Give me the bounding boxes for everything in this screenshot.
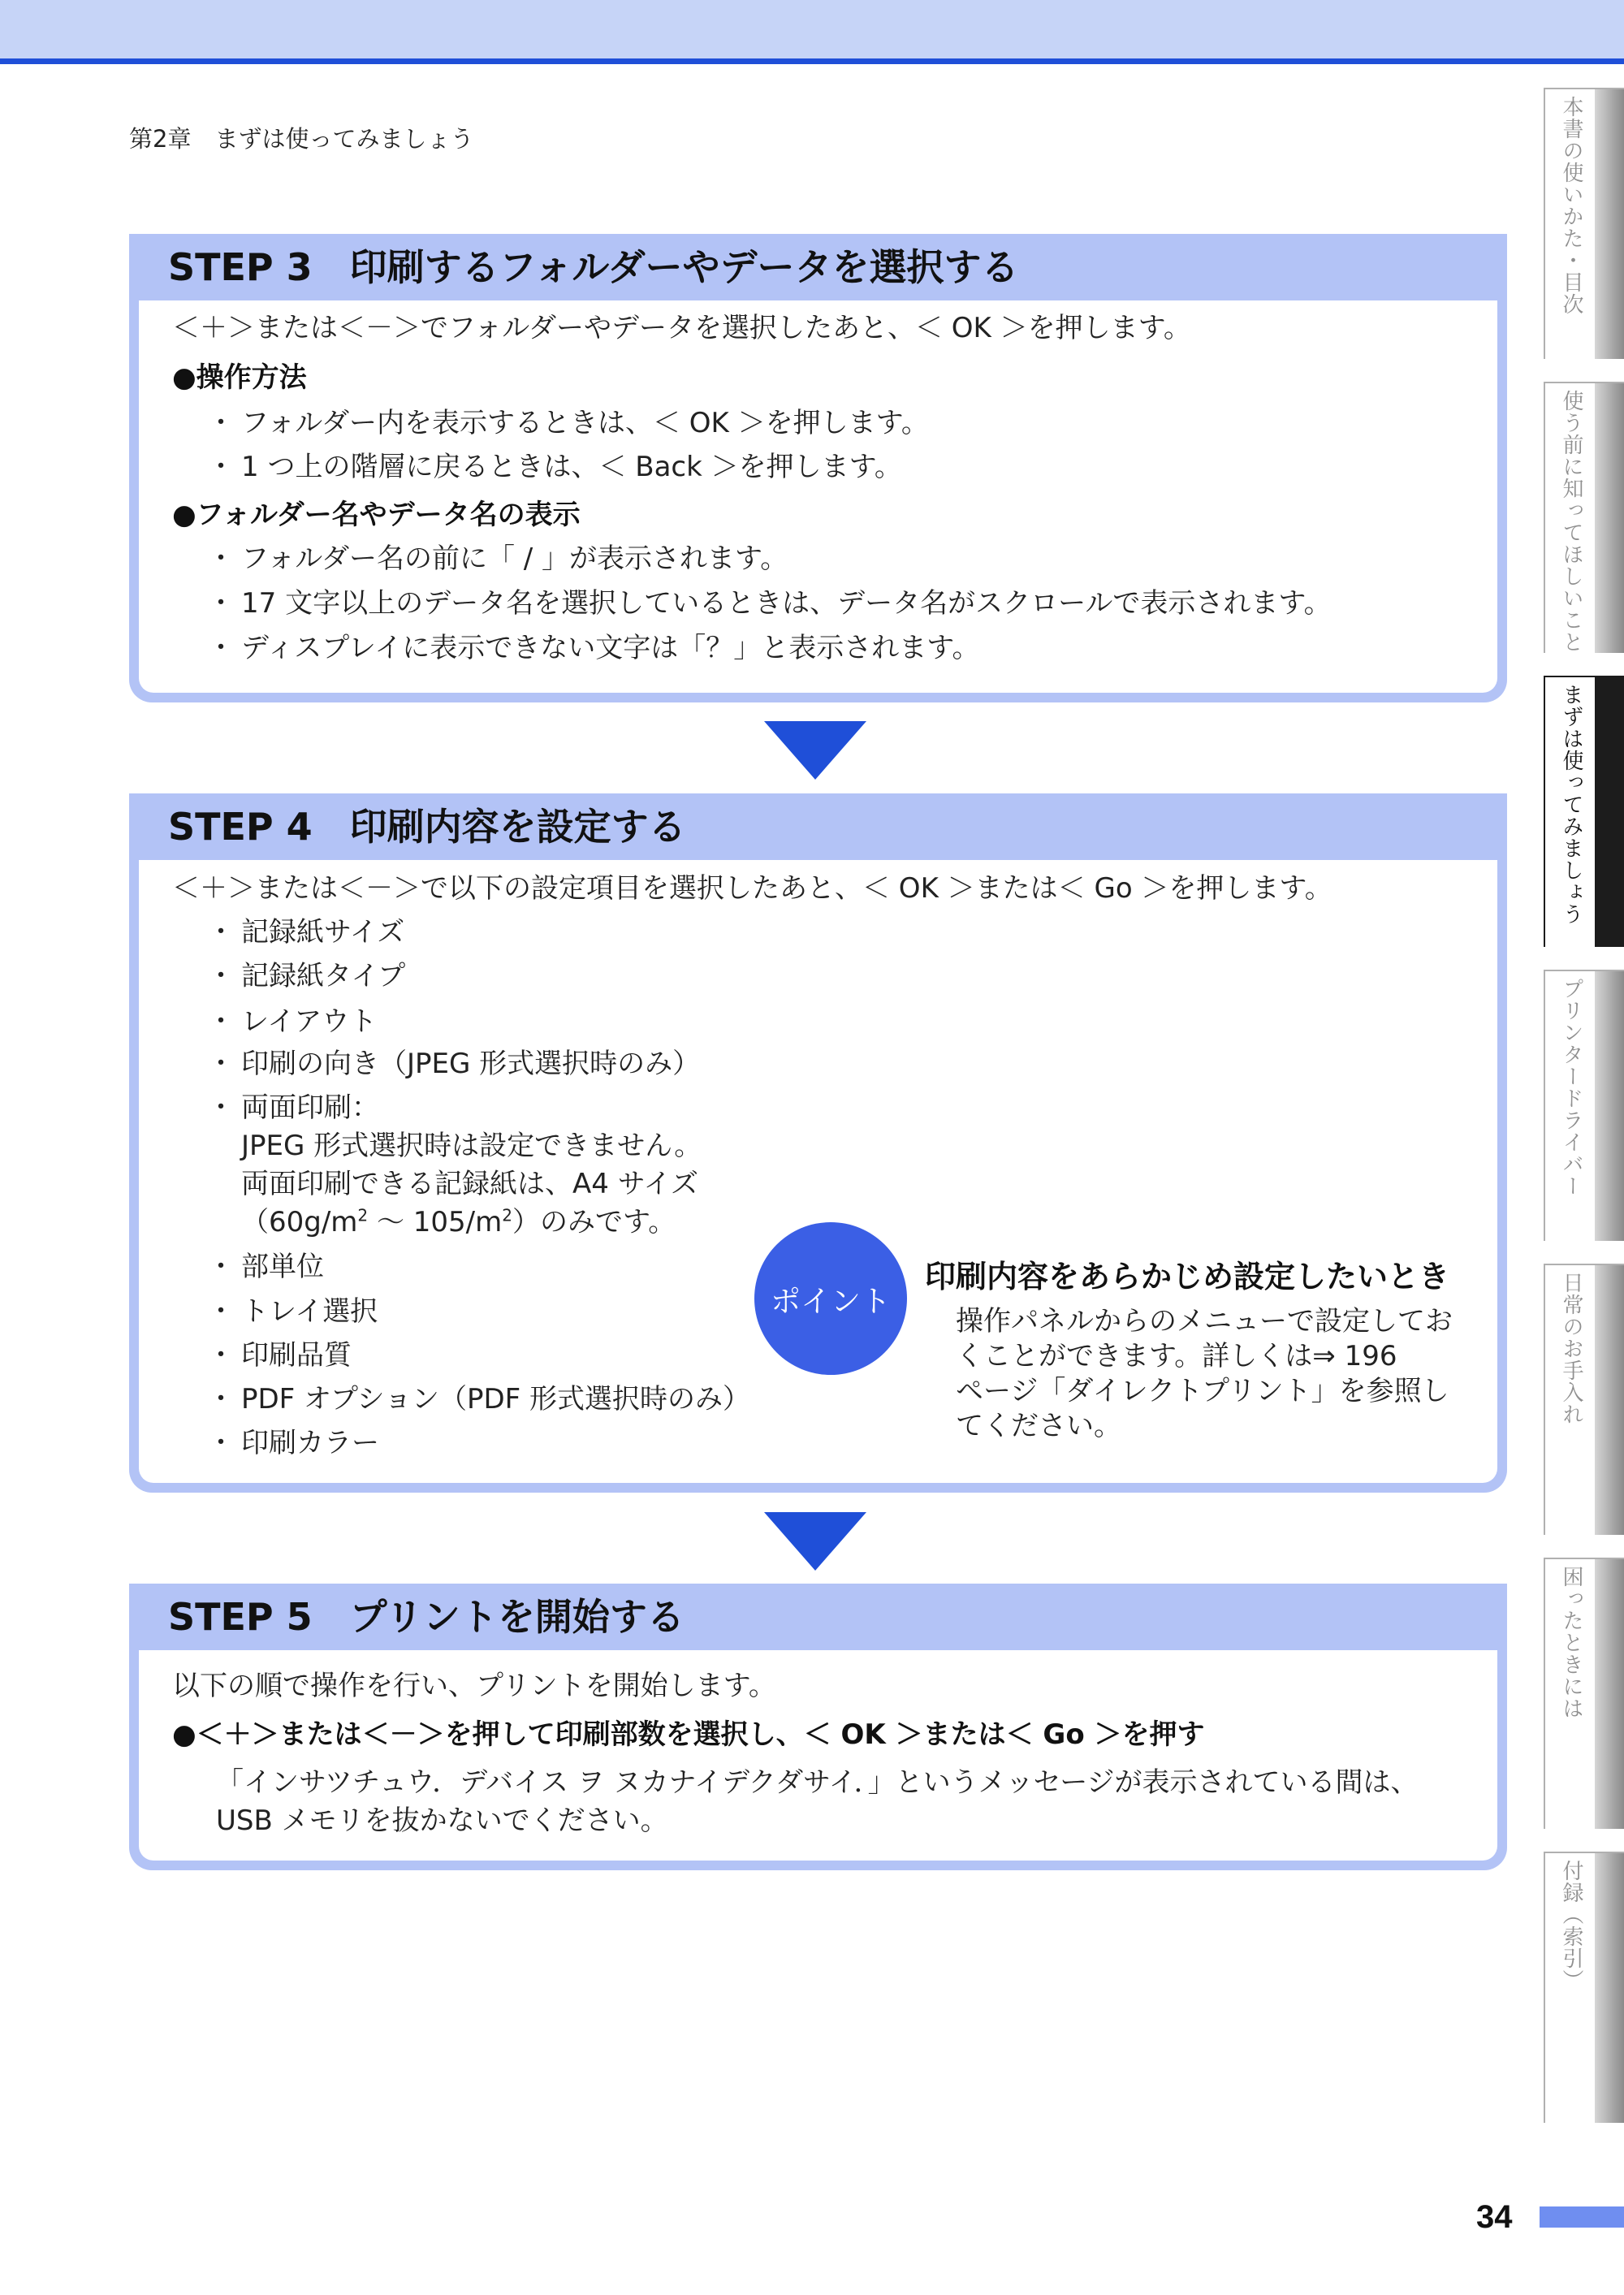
list-bullet: ・ [207,1295,235,1328]
point-text-line: てください。 [956,1410,1121,1442]
list-bullet: ・ [207,542,235,575]
setting-item [207,1048,701,1080]
chapter-tab-troubleshooting[interactable] [1544,1558,1624,1829]
list-bullet: ・ [207,451,235,483]
list-bullet: ・ [207,916,235,949]
superscript: 2 [502,1205,512,1225]
list-bullet: ・ [207,960,235,992]
page-number-marker [1540,2206,1624,2228]
step-5-intro: 以下の順で操作を行い、プリントを開始します。 [172,1670,776,1702]
list-item-text: 17 文字以上のデータ名を選択しているときは、データ名がスクロールで表示されます。 [241,587,1332,620]
setting-item-text: 記録紙サイズ [241,916,405,949]
tab-label: 困ったときには [1559,1566,1583,1719]
setting-item [207,1383,751,1415]
list-bullet: ・ [207,1005,235,1038]
point-badge [754,1222,907,1375]
setting-item-text: 部単位 [241,1251,324,1283]
list-bullet: ・ [207,1339,235,1372]
tab-strip [1595,89,1624,359]
step-4-intro: ＜＋＞または＜－＞で以下の設定項目を選択したあと、＜ OK ＞または＜ Go ＞を押します。 [172,872,1332,905]
setting-item [207,1339,352,1372]
list-bullet: ・ [207,1091,235,1124]
step-5-title: STEP 5 プリントを開始する [168,1595,685,1639]
chapter-tab-maintenance[interactable] [1544,1264,1624,1535]
setting-item [207,916,405,949]
setting-item-text: PDF オプション（PDF 形式選択時のみ） [241,1383,751,1415]
point-text-line: 操作パネルからのメニューで設定してお [956,1305,1453,1338]
warning-message-line: 「インサツチュウ．デバイス ヲ ヌカナイデクダサイ．」というメッセージが表示されている間は、 [216,1766,1419,1799]
setting-item [207,960,406,992]
duplex-note-line [241,1206,676,1238]
setting-item [207,1427,379,1459]
duplex-note-line: 両面印刷できる記録紙は、A4 サイズ [241,1168,698,1200]
chapter-title: 第2章 まずは使ってみましょう [129,125,474,153]
list-item [207,587,1332,620]
setting-item [207,1005,378,1038]
list-item-text: フォルダー名の前に「 / 」が表示されます。 [241,542,788,575]
tab-label: 本書の使いかた・目次 [1559,96,1583,315]
list-bullet: ・ [207,632,235,664]
tab-strip [1595,1559,1624,1829]
tab-label: 使う前に知ってほしいこと [1559,390,1583,653]
list-item [207,542,788,575]
tab-strip [1595,383,1624,653]
list-item-text: ディスプレイに表示できない文字は「？」と表示されます。 [241,632,980,664]
name-display-heading: ●フォルダー名やデータ名の表示 [172,499,581,531]
setting-item-text: 印刷カラー [241,1427,379,1459]
paper-weight-text: ～ 105/m [368,1206,503,1238]
chapter-tab-printer-driver[interactable] [1544,970,1624,1241]
point-text-line: ページ「ダイレクトプリント」を参照し [956,1375,1449,1407]
step-5-action-heading: ●＜＋＞または＜－＞を押して印刷部数を選択し、＜ OK ＞または＜ Go ＞を押す [172,1718,1205,1751]
step-5-panel [129,1584,1507,1870]
step-3-intro: ＜＋＞または＜－＞でフォルダーやデータを選択したあと、＜ OK ＞を押します。 [172,312,1191,344]
list-item [207,451,902,483]
tab-strip [1595,677,1624,947]
chapter-tab-contents[interactable] [1544,88,1624,359]
step-3-panel [129,234,1507,702]
down-triangle-icon [764,1512,866,1571]
setting-item-text: 記録紙タイプ [241,960,406,992]
point-badge-label: ポイント [771,1284,891,1319]
paper-weight-text: （60g/m [241,1206,358,1238]
list-bullet: ・ [207,1048,235,1080]
tab-strip [1595,1853,1624,2123]
setting-item [207,1251,324,1283]
setting-item-text: トレイ選択 [241,1295,378,1328]
chapter-tab-appendix[interactable] [1544,1852,1624,2123]
warning-message-line: USB メモリを抜かないでください。 [216,1804,668,1837]
operation-heading: ●操作方法 [172,361,307,394]
step-4-panel [129,793,1507,1493]
setting-item-text: 印刷品質 [241,1339,352,1372]
tab-label: 日常のお手入れ [1559,1272,1583,1425]
setting-item-text: 両面印刷： [241,1091,379,1124]
list-bullet: ・ [207,1251,235,1283]
list-bullet: ・ [207,1427,235,1459]
down-triangle-icon [764,721,866,780]
point-heading: 印刷内容をあらかじめ設定したいとき [925,1259,1450,1294]
tab-label: プリンタードライバー [1559,978,1583,1197]
list-bullet: ・ [207,1383,235,1415]
header-band [0,0,1624,58]
setting-item-text: 印刷の向き（JPEG 形式選択時のみ） [241,1048,701,1080]
chapter-tab-getting-started[interactable] [1544,676,1624,947]
list-item [207,407,929,439]
list-bullet: ・ [207,407,235,439]
paper-weight-text: ）のみです。 [512,1206,676,1238]
setting-item-text: レイアウト [241,1005,378,1038]
setting-item [207,1091,379,1124]
point-text-line: くことができます。詳しくは⇒ 196 [956,1340,1397,1372]
tab-strip [1595,1265,1624,1535]
tab-label: まずは使ってみましょう [1559,684,1583,925]
header-rule [0,58,1624,64]
step-4-title: STEP 4 印刷内容を設定する [168,805,686,849]
list-bullet: ・ [207,587,235,620]
list-item [207,632,980,664]
list-item-text: フォルダー内を表示するときは、＜ OK ＞を押します。 [241,407,929,439]
tab-label: 付録（索引） [1559,1860,1583,1991]
step-3-title: STEP 3 印刷するフォルダーやデータを選択する [168,245,1019,289]
page-number: 34 [1476,2199,1513,2235]
duplex-note-line: JPEG 形式選択時は設定できません。 [241,1130,702,1162]
setting-item [207,1295,378,1328]
chapter-tab-before-use[interactable] [1544,382,1624,653]
list-item-text: 1 つ上の階層に戻るときは、＜ Back ＞を押します。 [241,451,902,483]
superscript: 2 [357,1205,369,1225]
tab-strip [1595,971,1624,1241]
